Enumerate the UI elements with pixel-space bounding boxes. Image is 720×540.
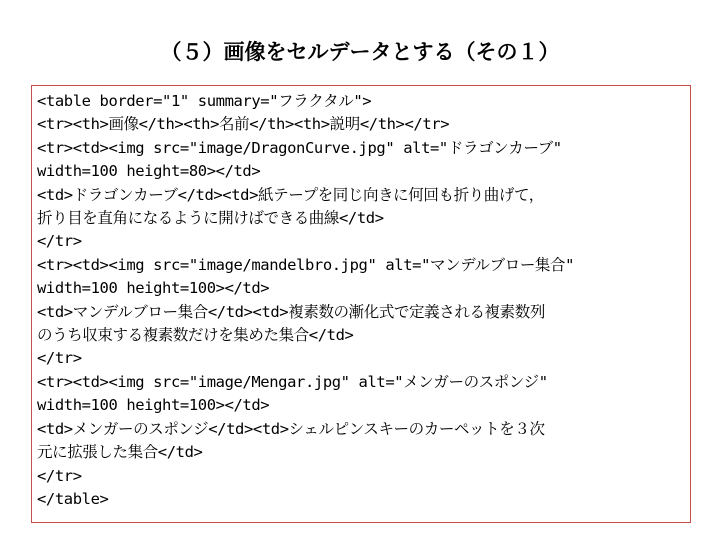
code-line: <tr><td><img src="image/Mengar.jpg" alt="メンガーのスポンジ" — [37, 372, 548, 391]
code-line: <td>マンデルブロー集合</td><td>複素数の漸化式で定義される複素数列 — [37, 302, 545, 321]
code-line: <td>メンガーのスポンジ</td><td>シェルピンスキーのカーペットを３次 — [37, 419, 545, 438]
code-line: width=100 height=100></td> — [37, 396, 270, 415]
code-line: 折り目を直角になるように開けばできる曲線</td> — [37, 209, 384, 228]
slide-title: （５）画像をセルデータとする（その１） — [160, 40, 560, 64]
code-line: <tr><td><img src="image/DragonCurve.jpg" alt="ドラゴンカーブ" — [37, 138, 562, 157]
code-line: <td>ドラゴンカーブ</td><td>紙テープを同じ向きに何回も折り曲げて， — [37, 185, 544, 204]
code-line: <table border="1" summary="フラクタル"> — [37, 92, 372, 110]
code-line: width=100 height=80></td> — [37, 162, 261, 181]
code-line: width=100 height=100></td> — [37, 279, 270, 298]
code-line: <tr><th>画像</th><th>名前</th><th>説明</th></tr> — [37, 115, 450, 134]
code-line: </tr> — [37, 466, 82, 485]
code-line: のうち収束する複素数だけを集めた集合</td> — [37, 326, 354, 345]
code-listing-box — [31, 85, 691, 523]
code-line: </table> — [37, 489, 109, 508]
code-line: 元に拡張した集合</td> — [37, 443, 203, 462]
code-line: <tr><td><img src="image/mandelbro.jpg" alt="マンデルブロー集合" — [37, 255, 575, 274]
code-line: </tr> — [37, 349, 82, 368]
code-line: </tr> — [37, 232, 82, 251]
